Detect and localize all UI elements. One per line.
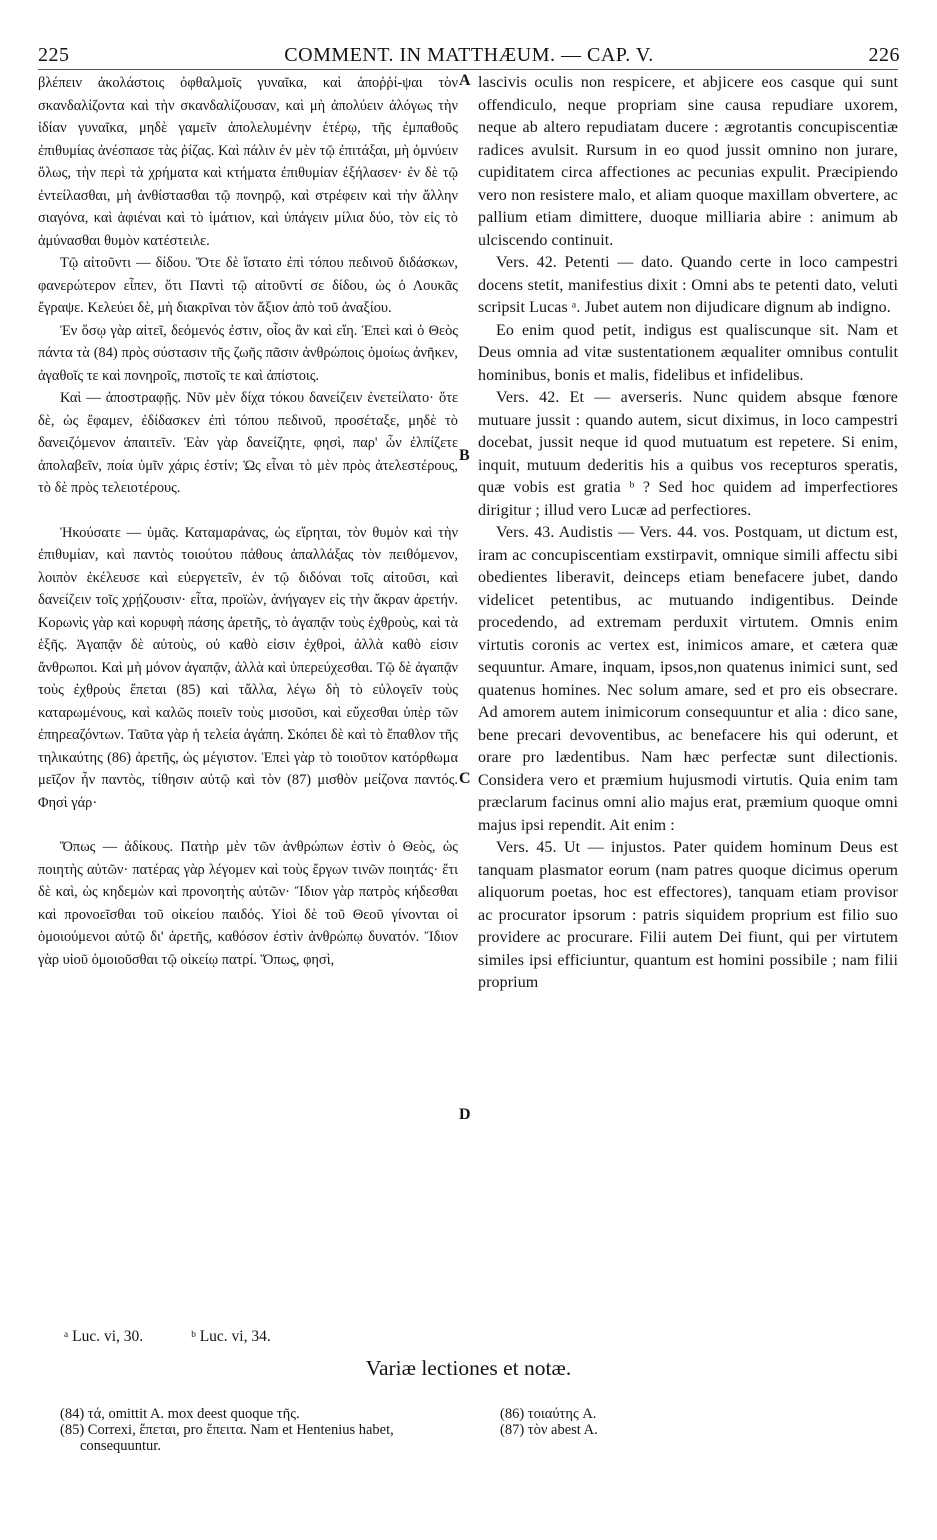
variant-note: (87) τὸν abest A. (500, 1422, 598, 1438)
margin-marker-a: A (459, 72, 471, 89)
latin-paragraph: lascivis oculis non respicere, et abjicere eos casque qui sunt offendiculo, neque propriam sine causa repudiare uxorem, neque ab altero repudiatam ducere : ægrotantis concupiscentiæ radices avulsit. Rursum in eo quod jussit omnino non jurare, cupiditatem circa affectiones ac pecunias expulit. Præcipiendo vero non resistere malo, et aliam quoque maxillam obvertere, ac pallium etiam dimittere, duoque milliaria abire : animum ab ulciscendo continuit. (478, 74, 898, 249)
greek-paragraph: Ὅπως — ἀδίκους. Πατὴρ μὲν τῶν ἀνθρώπων ἐστὶν ὁ Θεὸς, ὡς ποιητὴς αὐτῶν· πατέρας γὰρ λέγομεν καὶ τοὺς ἔργων τινῶν ποιητάς· ἔτι δὲ καὶ, ὡς κηδεμὼν καὶ προνοητὴς αὐτῶν· Ἴδιον γὰρ πατρὸς κήδεσθαι καὶ προνοεῖσθαι τοῦ οἰκείου παιδός. Υἱοὶ δὲ τοῦ Θεοῦ γίνονται οἱ ὁμοιούμενοι αὐτῷ δι' ἀρετῆς, καθόσον ἐστὶν ἀνθρώπῳ δυνατόν. Ἴδιον γὰρ υἱοῦ ὁμοιοῦσθαι τῷ οἰκείῳ πατρί. Ὅπως, φησὶ, (38, 839, 458, 968)
page-header (38, 44, 900, 68)
running-title: COMMENT. IN MATTHÆUM. — CAP. V. (284, 44, 654, 66)
variant-note: (84) τά, omittit A. mox deest quoque τῆς. (60, 1406, 300, 1422)
notes-title: Variæ lectiones et notæ. (365, 1356, 572, 1380)
latin-paragraph: Vers. 42. Et — averseris. Nunc quidem absque fœnore mutuare jussit : quando autem, sicut diximus, in loco campestri docebat, jussit neque id quod mutuatum est repetere. Si enim, inquit, mutuum dederitis his a quibus vos recepturos speratis, quæ vobis est gratia ᵇ ? Sed hoc quidem ad imperfectiores dirigitur ; illud vero Lucæ ad perfectiores. (478, 389, 898, 519)
margin-marker-d: D (459, 1106, 471, 1123)
variant-note: (85) Correxi, ἕπεται, pro ἔπειτα. Nam et Hentenius habet, consequuntur. (60, 1422, 394, 1454)
latin-column (478, 72, 898, 995)
footnote-ref: ᵇ Luc. vi, 34. (191, 1328, 271, 1345)
latin-paragraph: Vers. 42. Petenti — dato. Quando certe in loco campestri docens stetit, manifestius dixit : Omni abs te petenti dato, veluti scripsit Lucas ᵃ. Jubet autem non dijudicare dignum ab indigno. (478, 254, 898, 316)
greek-paragraph: Ἠκούσατε — ὑμᾶς. Καταμαράνας, ὡς εἴρηται, τὸν θυμὸν καὶ τὴν ἐπιθυμίαν, καὶ παντὸς τοιούτου πάθους ἀπαλλάξας τὸν πειθόμενον, λοιπὸν ἐκέλευσε καὶ εὐεργετεῖν, ἐν τῷ διδόναι τοῖς αἰτοῦσι, καὶ δανείζειν τοῖς χρῄζουσιν· εἶτα, προϊὼν, ἀνήγαγεν εἰς τὴν ἄκραν ἀρετήν. Κορωνὶς γὰρ καὶ κορυφὴ πάσης ἀρετῆς, τὸ ἀγαπᾷν τοὺς ἐχθροὺς, καὶ τὰ ἑξῆς. Ἀγαπᾷν δὲ αὐτοὺς, οὐ καθὸ εἰσιν ἐχθροὶ, ἀλλὰ καθὸ εἰσιν ἄνθρωποι. Καὶ μὴ μόνον ἀγαπᾷν, ἀλλὰ καὶ ὑπερεύχεσθαι. Τῷ δὲ ἀγαπᾷν τοὺς ἐχθροὺς ἕπεται (85) καὶ τἄλλα, λέγω δὴ τὸ εὐλογεῖν τοὺς καταρωμένους, καὶ καλῶς ποιεῖν τοὺς μισοῦσι, καὶ εὔχεσθαι ὑπὲρ τῶν ἐπηρεαζόντων. Ταῦτα γὰρ ἡ τελεία ἀγάπη. Σκόπει δὲ καὶ τὸ ἔπαθλον τῆς τηλικαύτης (86) ἀρετῆς, ὡς μέγιστον. Ἐπεὶ γὰρ τὸ τοιοῦτον κατόρθωμα μεῖζον ἦν παντὸς, τίθησιν αὐτῷ καὶ τὸν (87) μισθὸν μείζονα παντός. Φησὶ γάρ· (38, 524, 458, 811)
variant-note: (86) τοιαύτης A. (500, 1406, 597, 1422)
greek-paragraph: Ἐν ὅσῳ γὰρ αἰτεῖ, δεόμενός ἐστιν, οἷος ἂν καὶ εἴη. Ἐπεὶ καὶ ὁ Θεὸς πάντα τὰ (84) πρὸς σύστασιν τῆς ζωῆς πᾶσιν ἀνθρώποις ὁμοίως ἀνῆκεν, ἀγαθοῖς τε καὶ πονηροῖς, πιστοῖς τε καὶ ἀπίστοις. (38, 322, 458, 384)
greek-column (38, 72, 458, 971)
latin-paragraph: Vers. 45. Ut — injustos. Pater quidem hominum Deus est tanquam plasmator eorum (nam patres quoque dicimus operum aliquorum poetas, hoc est effectores), tanquam etiam provisor ac procurator ipsorum : patris siquidem proprium est filio suo providere ac procurare. Filii autem Dei fiunt, qui per virtutem similes ipsi efficiuntur, quantum est homini possibile ; nam filii proprium (478, 839, 898, 991)
greek-paragraph: Τῷ αἰτοῦντι — δίδου. Ὅτε δὲ ἵστατο ἐπὶ τόπου πεδινοῦ διδάσκων, φανερώτερον εἶπεν, ὅτι Παντὶ τῷ αἰτοῦντί σε δίδου, ὡς ὁ Λουκᾶς ἔγραψε. Κελεύει δὲ, μὴ διακρῖναι τὸν ἄξιον ἀπὸ τοῦ ἀναξίου. (38, 255, 458, 316)
page-number-right: 226 (868, 44, 900, 66)
variant-notes-right (500, 1406, 860, 1438)
margin-marker-b: B (459, 447, 470, 464)
greek-paragraph: Καὶ — ἀποστραφῇς. Νῦν μὲν δίχα τόκου δανείζειν ἐνετείλατο· ὅτε δὲ, ὡς ἔφαμεν, ἐδίδασκεν ἐπὶ τόπου πεδινοῦ, προσέταξε, μηδὲ τὸ δανειζόμενον ἀπαιτεῖν. Ἐὰν γὰρ δανείζητε, φησὶ, παρ' ὧν ἐλπίζετε ἀπολαβεῖν, ποία ὑμῖν χάρις ἐστίν; Ὡς εἶναι τὸ μὲν πρὸς ἀτελεστέρους, τὸ δὲ πρὸς τελειοτέρους. (38, 390, 458, 496)
margin-marker-c: C (459, 770, 471, 787)
footnote-ref: ᵃ Luc. vi, 30. (64, 1328, 144, 1345)
latin-paragraph: Eo enim quod petit, indigus est qualiscunque sit. Nam et Deus omnia ad vitæ sustentationem æqualiter omnibus contulit hominibus, bonis et malis, fidelibus et infidelibus. (478, 321, 898, 384)
scripture-references (64, 1328, 315, 1346)
header-rule (38, 69, 898, 70)
greek-paragraph: βλέπειν ἀκολάστοις ὀφθαλμοῖς γυναῖκα, καὶ ἀποῤῥί-ψαι τὸν σκανδαλίζοντα καὶ τὴν σκανδαλίζουσαν, καὶ μὴ ἀπολύειν ἀλόγως τὴν ἰδίαν γυναῖκα, μηδὲ γαμεῖν ἀπολελυμένην ἑτέρῳ, τῆς ἐμπαθοῦς ἐπιθυμίας ἀνέσπασε τὰς ῥίζας. Καὶ πάλιν ἐν μὲν τῷ ἐπιτάξαι, μὴ ὀμνύειν ὅλως, τὴν περὶ τὰ χρήματα καὶ κτήματα ἐπιθυμίαν ἐξήλασεν· ἐν δὲ τῷ ἐντείλασθαι, μὴ ἀνθίστασθαι τῷ πονηρῷ, καὶ στρέφειν καὶ τὴν ἄλλην σιαγόνα, καὶ ἀφιέναι καὶ τὸ ἱμάτιον, καὶ ὑπάγειν μίλια δύο, τὸν εἰς τὸ ἀμύνασθαι θυμὸν κατέστειλε. (38, 75, 458, 249)
variant-notes-left (60, 1406, 460, 1454)
latin-paragraph: Vers. 43. Audistis — Vers. 44. vos. Postquam, ut dictum est, iram ac concupiscentiam exstirpavit, omnique simili affectu sibi obedientes liberavit, deinceps etiam benefacere jubet, dando videlicet petentibus, ac mutuando indigentibus. Deinde procedendo, ad extremam perduxit virtutem. Omnis enim virtutis coronis ac vertex est, inimicos amare, et cætera quæ sequuntur. Amare, inquam, ipsos,non quatenus inimici sunt, sed quatenus homines. Nec solum amare, sed et pro eis obsecrare. Ad amorem autem inimicorum consequuntur et alia : dico sane, bene precari devoventibus, ac benefacere his qui oderunt, et orare pro lædentibus. Nam hæc perfectæ sunt dilectionis. Considera vero et præmium hujusmodi virtutis. Quia enim tam præclarum facinus omni alio majus erat, præmium quoque omni majus ipsi rependit. Ait enim : (478, 524, 898, 834)
page-number-left: 225 (38, 44, 70, 66)
